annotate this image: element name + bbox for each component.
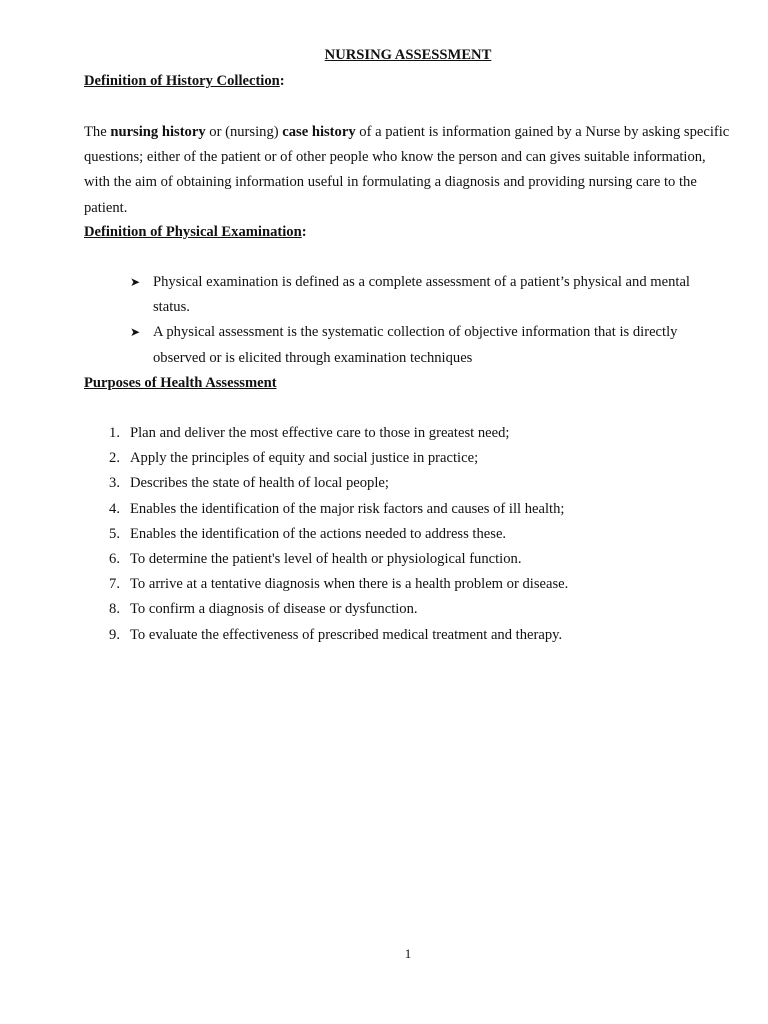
list-number: 5. <box>109 525 120 542</box>
list-text: Apply the principles of equity and social justice in practice; <box>130 450 479 467</box>
history-bold-case: case history <box>282 124 356 140</box>
list-text: To determine the patient's level of health or physiological function. <box>130 551 522 568</box>
list-number: 3. <box>109 475 120 492</box>
list-item <box>100 497 740 522</box>
list-item <box>100 471 740 496</box>
arrow-bullet-icon: ➤ <box>130 275 141 289</box>
purposes-heading-text: Purposes of Health Assessment <box>84 375 277 391</box>
history-heading-colon: : <box>279 73 285 89</box>
purposes-heading <box>84 373 277 393</box>
list-item <box>100 597 740 622</box>
list-item <box>100 572 740 597</box>
list-number: 4. <box>109 500 120 517</box>
physical-heading-colon: : <box>301 224 307 240</box>
list-number: 1. <box>109 425 120 441</box>
list-text: Enables the identification of the major risk factors and causes of ill health; <box>130 500 565 517</box>
list-number: 2. <box>109 450 120 467</box>
purposes-numbered-list <box>100 421 740 648</box>
history-heading-text: Definition of History Collection <box>84 73 280 89</box>
list-number: 8. <box>109 601 120 618</box>
list-number: 9. <box>109 626 120 643</box>
list-item <box>100 421 740 446</box>
list-text: Enables the identification of the actions needed to address these. <box>130 525 507 542</box>
list-number: 7. <box>109 576 120 593</box>
list-item <box>100 446 740 471</box>
arrow-bullet-icon: ➤ <box>130 325 141 340</box>
list-item <box>100 522 740 547</box>
physical-bullet-list <box>130 270 730 371</box>
history-intro: The <box>84 124 111 140</box>
list-item <box>100 547 740 572</box>
physical-heading-text: Definition of Physical Examination <box>84 224 302 240</box>
bullet-text: A physical assessment is the systematic collection of objective information that is directly observed or is elicited through examination techniques <box>153 324 678 366</box>
list-text: To evaluate the effectiveness of prescribed medical treatment and therapy. <box>130 626 563 643</box>
physical-heading <box>84 222 307 242</box>
list-text: Describes the state of health of local people; <box>130 475 389 492</box>
history-bold-nursing: nursing history <box>110 124 206 140</box>
list-item <box>130 270 730 320</box>
history-paragraph <box>84 120 734 221</box>
list-text: To confirm a diagnosis of disease or dysfunction. <box>130 601 418 618</box>
list-item <box>130 320 730 370</box>
list-text: To arrive at a tentative diagnosis when there is a health problem or disease. <box>130 576 569 593</box>
list-item <box>100 623 740 648</box>
document-title: NURSING ASSESSMENT <box>324 47 492 63</box>
history-rest: of a patient is information gained by a Nurse by asking specific questions; either of the patient or of other people who know the person and can gives suitable information, with the aim of obtaining information useful in formulating a diagnosis and providing nursing care to the patient. <box>84 124 730 216</box>
list-number: 6. <box>109 551 120 568</box>
history-mid: or (nursing) <box>205 124 283 140</box>
page-number: 1 <box>404 946 412 961</box>
history-heading <box>84 71 285 91</box>
list-text: Plan and deliver the most effective care to those in greatest need; <box>130 425 510 441</box>
bullet-text: Physical examination is defined as a complete assessment of a patient’s physical and mental status. <box>153 274 690 316</box>
